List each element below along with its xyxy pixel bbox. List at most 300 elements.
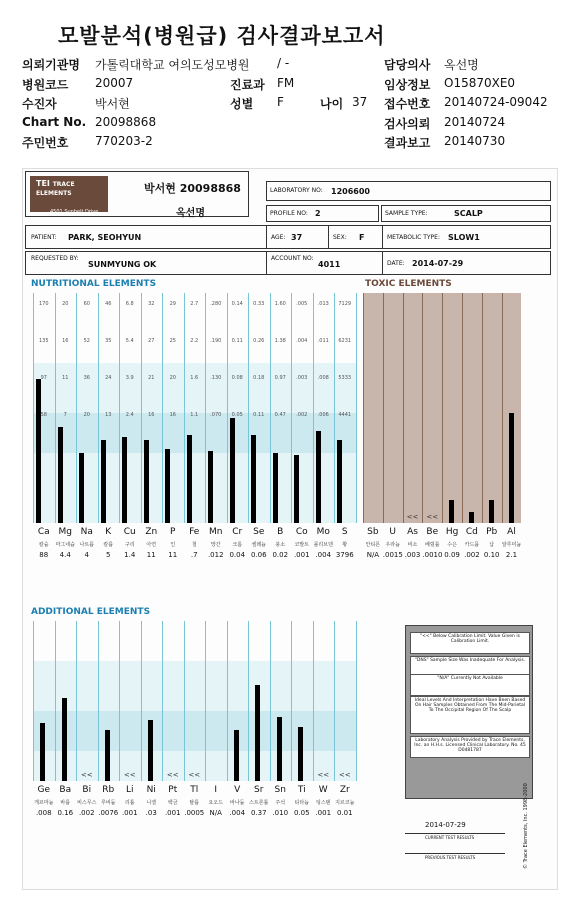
range-tick: 20 (62, 301, 69, 307)
column-line (33, 293, 34, 523)
below-limit-mark: << (188, 771, 201, 779)
legend-item: Laboratory Analysis Provided by Trace Elements, Inc. an H.H.s. Licensed Clinical Laboratory. No. 45 D0481787 (410, 736, 530, 758)
element-symbol: Ca (37, 527, 50, 537)
header-value: 박서현 (95, 97, 130, 111)
range-tick: 7 (63, 412, 67, 418)
column-line (442, 293, 443, 523)
range-tick: 1.6 (190, 375, 199, 381)
element-symbol: Cr (232, 527, 243, 537)
column-line (482, 293, 483, 523)
element-bar (449, 500, 454, 523)
range-tick: 16 (62, 338, 69, 344)
element-korean: 베릴륨 (425, 542, 440, 548)
element-korean: 지르코늄 (335, 800, 355, 806)
element-bar (40, 723, 45, 781)
element-value: 1.4 (124, 551, 136, 559)
element-bar (165, 449, 170, 523)
age-label: AGE: (271, 234, 286, 241)
element-symbol: Pb (486, 527, 498, 537)
range-tick: 6231 (338, 338, 352, 344)
request-row (25, 251, 551, 275)
element-korean: 철 (191, 542, 197, 548)
range-tick: .002 (296, 412, 308, 418)
range-tick: 4441 (338, 412, 352, 418)
header-value: 770203-2 (95, 134, 153, 148)
element-korean: 바나듐 (230, 800, 245, 806)
sample-value: SCALP (454, 209, 483, 218)
element-korean: 칼슘 (38, 542, 49, 548)
sample-box (381, 205, 551, 222)
element-korean: 탈륨 (189, 800, 200, 806)
element-korean: 카드뮴 (464, 542, 480, 548)
header-label: 성별 (230, 97, 254, 111)
range-tick: 2.7 (190, 301, 199, 307)
range-tick: 11 (62, 375, 69, 381)
range-tick: .070 (210, 412, 222, 418)
element-value: .010 (272, 809, 289, 817)
element-bar (122, 437, 127, 523)
range-tick: 6.8 (125, 301, 134, 307)
element-value: .003 (404, 551, 421, 559)
element-symbol: Ni (146, 785, 156, 795)
element-korean: 몰리브덴 (313, 542, 333, 548)
age-header-label: 나이 (320, 97, 344, 111)
patient-label: PATIENT: (31, 234, 57, 241)
profile-label: PROFILE NO: (270, 210, 308, 217)
copyright: © Trace Elements, Inc. 1998-2000 (523, 783, 529, 869)
header-label: 담당의사 (384, 58, 431, 72)
range-tick: 20 (169, 375, 176, 381)
range-tick: 52 (83, 338, 90, 344)
account-value: 4011 (318, 260, 341, 269)
element-value: 3796 (335, 551, 354, 559)
column-line (55, 293, 56, 523)
element-symbol: Ge (37, 785, 50, 795)
element-korean: 안티몬 (365, 542, 381, 548)
element-value: 0.10 (483, 551, 500, 559)
element-value: 0.01 (336, 809, 353, 817)
range-tick: 36 (83, 375, 90, 381)
sex-value: F (359, 233, 365, 242)
range-tick: 0.97 (274, 375, 286, 381)
range-tick: 29 (169, 301, 176, 307)
range-tick: 46 (105, 301, 112, 307)
element-value: N/A (209, 809, 222, 817)
previous-label: PREVIOUS TEST RESULTS (425, 855, 476, 860)
column-line (184, 621, 185, 781)
range-tick: 2.2 (190, 338, 199, 344)
element-bar (294, 455, 299, 523)
lab-logo-box (25, 171, 249, 217)
age-header-value: 37 (352, 95, 368, 109)
element-symbol: Se (253, 527, 265, 537)
element-symbol: Tl (190, 785, 199, 795)
element-value: N/A (366, 551, 380, 559)
column-line (248, 293, 249, 523)
column-line (141, 293, 142, 523)
below-limit-mark: << (338, 771, 351, 779)
patient-name-id: 박서현 20098868 (144, 182, 241, 195)
element-symbol: S (341, 527, 348, 537)
column-line (334, 621, 335, 781)
range-tick: .004 (296, 338, 308, 344)
element-value: .004 (229, 809, 246, 817)
legend-item: "<<" Below Calibration Limit. Value Given is Calibration Limit. (410, 632, 530, 654)
element-symbol: Ti (297, 785, 306, 795)
column-line (334, 293, 335, 523)
element-symbol: Cd (465, 527, 478, 537)
element-symbol: Mn (209, 527, 223, 537)
lab-no-box (266, 181, 551, 201)
element-korean: 나트륨 (79, 542, 94, 548)
header-label: 의뢰기관명 (22, 58, 80, 72)
range-tick: 13 (105, 412, 112, 418)
column-line (383, 293, 384, 523)
profile-box (266, 205, 379, 222)
sex-label: SEX: (333, 234, 347, 241)
element-korean: 셀레늄 (251, 542, 266, 548)
profile-value: 2 (315, 209, 321, 218)
element-symbol: Mg (58, 527, 72, 537)
nutritional-chart (23, 279, 363, 599)
range-tick: 16 (169, 412, 176, 418)
element-symbol: Li (125, 785, 134, 795)
lab-report (22, 168, 558, 890)
range-tick: 1.60 (274, 301, 286, 307)
column-line (162, 621, 163, 781)
column-line (98, 293, 99, 523)
element-value: 0.04 (229, 551, 246, 559)
element-bar (273, 453, 278, 523)
range-tick: 24 (105, 375, 112, 381)
element-symbol: Pt (168, 785, 178, 795)
element-korean: 붕소 (275, 542, 286, 548)
element-bar (509, 413, 514, 523)
header-value: 20140730 (444, 134, 506, 148)
current-date: 2014-07-29 (425, 821, 466, 829)
section-title: NUTRITIONAL ELEMENTS (31, 279, 157, 289)
element-bar (144, 440, 149, 523)
below-limit-mark: << (406, 513, 419, 521)
element-bar (101, 440, 106, 523)
element-bar (187, 435, 192, 523)
header-value: 가톨릭대학교 여의도성모병원 (95, 58, 250, 72)
header-value: 20007 (95, 75, 134, 90)
column-line (313, 293, 314, 523)
header-label: 수진자 (22, 97, 57, 111)
logo-text: TEI (36, 179, 50, 188)
logo-address: 4501 Sunbelt Drive (50, 209, 99, 215)
element-value: .03 (145, 809, 157, 817)
element-symbol: As (407, 527, 418, 537)
element-value: .001 (315, 809, 332, 817)
element-korean: 칼륨 (103, 542, 114, 548)
element-korean: 리튬 (124, 800, 135, 806)
range-tick: 0.18 (253, 375, 265, 381)
legend-box (405, 625, 533, 799)
element-symbol: Rb (102, 785, 115, 795)
column-line (98, 621, 99, 781)
header-label: 임상정보 (384, 77, 431, 92)
element-korean: 루비듐 (101, 800, 116, 806)
range-tick: 1.1 (190, 412, 199, 418)
range-tick: 3.9 (125, 375, 134, 381)
element-symbol: B (277, 527, 284, 537)
range-tick: 25 (169, 338, 176, 344)
element-korean: 알루미늄 (501, 542, 522, 548)
element-symbol: Al (507, 527, 516, 537)
age-value: 37 (291, 233, 303, 242)
element-bar (298, 727, 303, 781)
element-value: 2.1 (505, 551, 518, 559)
range-tick: 35 (105, 338, 112, 344)
header-value: 20140724 (444, 114, 506, 129)
element-bar (316, 431, 321, 523)
element-value: .008 (35, 809, 52, 817)
header-label: 접수번호 (384, 97, 431, 111)
legend-item: Ideal Levels And Interpretation Have Been Based On Hair Samples Obtained From The Mid-Parietal To The Occipital Region Of The Scalp (410, 696, 530, 734)
range-tick: 20 (83, 412, 90, 418)
logo-name: TRACE ELEMENTS (36, 181, 75, 197)
column-line (403, 293, 404, 523)
element-value: .0076 (98, 809, 119, 817)
column-line (119, 293, 120, 523)
column-line (363, 293, 364, 523)
header-label: 병원코드 (22, 77, 69, 92)
element-symbol: Mo (316, 527, 330, 537)
element-value: 0.06 (250, 551, 267, 559)
element-symbol: I (214, 785, 218, 795)
element-value: 0.09 (444, 551, 460, 559)
range-tick: 135 (38, 338, 49, 344)
element-value: .001 (164, 809, 181, 817)
below-limit-mark: << (317, 771, 330, 779)
element-symbol: Bi (82, 785, 92, 795)
element-bar (79, 453, 84, 523)
range-tick: 1.38 (274, 338, 286, 344)
element-korean: 우라늄 (385, 542, 400, 548)
element-korean: 비스무스 (77, 800, 97, 806)
element-bar (337, 440, 342, 523)
range-tick: .008 (317, 375, 329, 381)
column-line (162, 293, 163, 523)
element-korean: 니켈 (146, 800, 157, 806)
requested-label: REQUESTED BY: (31, 255, 79, 262)
column-line (270, 293, 271, 523)
legend-item: "DNS" Sample Size Was Inadequate For Analysis. (410, 656, 530, 678)
header-value: 20140724-09042 (444, 95, 548, 109)
element-korean: 텅스텐 (316, 800, 331, 806)
additional-chart (23, 607, 383, 837)
element-symbol: Hg (445, 527, 459, 537)
range-tick: .011 (317, 338, 329, 344)
element-symbol: Zr (339, 785, 350, 795)
element-korean: 요오드 (208, 800, 223, 806)
element-symbol: Sr (254, 785, 264, 795)
element-bar (230, 418, 235, 523)
column-line (227, 621, 228, 781)
element-korean: 황 (342, 542, 348, 548)
metabolic-label: METABOLIC TYPE: (387, 234, 440, 241)
element-value: .012 (207, 551, 224, 559)
header-value: 20098868 (95, 114, 157, 129)
below-limit-mark: << (80, 771, 93, 779)
range-tick: 21 (148, 375, 155, 381)
element-korean: 게르마늄 (34, 800, 54, 806)
element-korean: 비소 (407, 542, 418, 548)
header-value: FM (277, 75, 295, 90)
range-tick: 2.4 (125, 412, 134, 418)
range-tick: .005 (296, 301, 308, 307)
requested-value: SUNMYUNG OK (88, 260, 157, 269)
element-bar (58, 427, 63, 523)
patient-value: PARK, SEOHYUN (68, 233, 142, 242)
header-value: O15870XE0 (444, 75, 516, 90)
element-symbol: Cu (123, 527, 136, 537)
element-korean: 인 (170, 542, 176, 548)
element-symbol: U (389, 527, 396, 537)
element-bar (62, 698, 67, 781)
range-tick: .006 (317, 412, 329, 418)
element-bar (36, 379, 41, 523)
column-line (119, 621, 120, 781)
element-value: .004 (315, 551, 332, 559)
element-value: .001 (293, 551, 310, 559)
header-value: / - (277, 56, 290, 70)
column-line (76, 293, 77, 523)
below-limit-mark: << (166, 771, 179, 779)
element-value: 0.16 (57, 809, 74, 817)
range-tick: 16 (148, 412, 155, 418)
element-value: 4 (84, 551, 89, 559)
tei-logo (30, 176, 108, 215)
element-value: 11 (146, 551, 156, 559)
legend-item: "N/A" Currently Not Available (410, 674, 530, 696)
range-tick: 5333 (338, 375, 352, 381)
column-line (422, 293, 423, 523)
element-bar (208, 451, 213, 523)
range-tick: 97 (40, 375, 47, 381)
range-tick: 170 (38, 301, 49, 307)
element-korean: 스트론튬 (249, 800, 269, 806)
header-value: F (277, 95, 284, 109)
element-symbol: Sb (367, 527, 379, 537)
range-tick: 0.11 (253, 412, 265, 418)
element-korean: 바륨 (60, 800, 71, 806)
element-symbol: Be (426, 527, 439, 537)
element-bar (255, 685, 260, 781)
element-symbol: P (170, 527, 176, 537)
column-line (356, 621, 357, 781)
column-line (270, 621, 271, 781)
column-line (205, 293, 206, 523)
below-limit-mark: << (123, 771, 136, 779)
element-bar (251, 435, 256, 523)
element-bar (277, 717, 282, 781)
range-tick: .003 (296, 375, 308, 381)
element-symbol: K (105, 527, 112, 537)
element-korean: 티타늄 (294, 800, 309, 806)
column-line (205, 621, 206, 781)
range-tick: 0.47 (274, 412, 286, 418)
range-tick: 7129 (338, 301, 352, 307)
range-tick: 27 (148, 338, 155, 344)
section-title: TOXIC ELEMENTS (365, 279, 452, 289)
element-korean: 아연 (146, 542, 157, 548)
element-symbol: Co (295, 527, 308, 537)
page-title: 모발분석(병원급) 검사결과보고서 (58, 24, 386, 48)
header-label: 진료과 (230, 77, 265, 92)
toxic-chart (359, 279, 531, 599)
element-value: 4.4 (59, 551, 71, 559)
header-label: 검사의뢰 (384, 116, 431, 131)
range-tick: .013 (317, 301, 329, 307)
column-line (291, 621, 292, 781)
below-limit-mark: << (426, 513, 439, 521)
element-value: 88 (39, 551, 49, 559)
element-symbol: W (318, 785, 328, 795)
column-line (356, 293, 357, 523)
element-korean: 백금 (167, 800, 178, 806)
reference-band (33, 413, 356, 453)
range-tick: 32 (148, 301, 155, 307)
sample-label: SAMPLE TYPE: (385, 210, 428, 217)
element-value: .002 (464, 551, 480, 559)
column-line (462, 293, 463, 523)
range-tick: 0.05 (231, 412, 243, 418)
element-symbol: Na (80, 527, 93, 537)
column-line (502, 293, 503, 523)
range-tick: 0.26 (253, 338, 265, 344)
element-value: 0.37 (250, 809, 267, 817)
column-line (55, 621, 56, 781)
column-line (141, 621, 142, 781)
column-line (33, 621, 34, 781)
element-bar (489, 500, 494, 523)
column-line (184, 293, 185, 523)
element-korean: 수은 (447, 542, 457, 548)
patient-row (25, 225, 551, 249)
range-tick: 60 (83, 301, 90, 307)
metabolic-value: SLOW1 (448, 233, 480, 242)
range-tick: 0.14 (231, 301, 243, 307)
element-bar (469, 512, 474, 524)
element-value: .0005 (184, 809, 205, 817)
element-value: 0.02 (272, 551, 289, 559)
element-korean: 구리 (124, 542, 135, 548)
element-symbol: V (234, 785, 241, 795)
element-korean: 망간 (210, 542, 221, 548)
column-line (76, 621, 77, 781)
column-line (227, 293, 228, 523)
range-tick: 0.08 (231, 375, 243, 381)
element-symbol: Ba (59, 785, 72, 795)
date-label: DATE: (387, 260, 405, 267)
element-value: .0010 (422, 551, 443, 559)
element-value: .0015 (382, 551, 403, 559)
range-tick: 0.33 (253, 301, 265, 307)
range-tick: 5.4 (125, 338, 134, 344)
element-symbol: Fe (189, 527, 200, 537)
element-value: 5 (106, 551, 111, 559)
element-bar (105, 730, 110, 781)
account-label: ACCOUNT NO: (271, 255, 314, 262)
doctor-name: 옥선명 (176, 208, 205, 219)
column-line (248, 621, 249, 781)
range-tick: .190 (210, 338, 222, 344)
element-korean: 크롬 (232, 542, 243, 548)
range-tick: .130 (210, 375, 222, 381)
